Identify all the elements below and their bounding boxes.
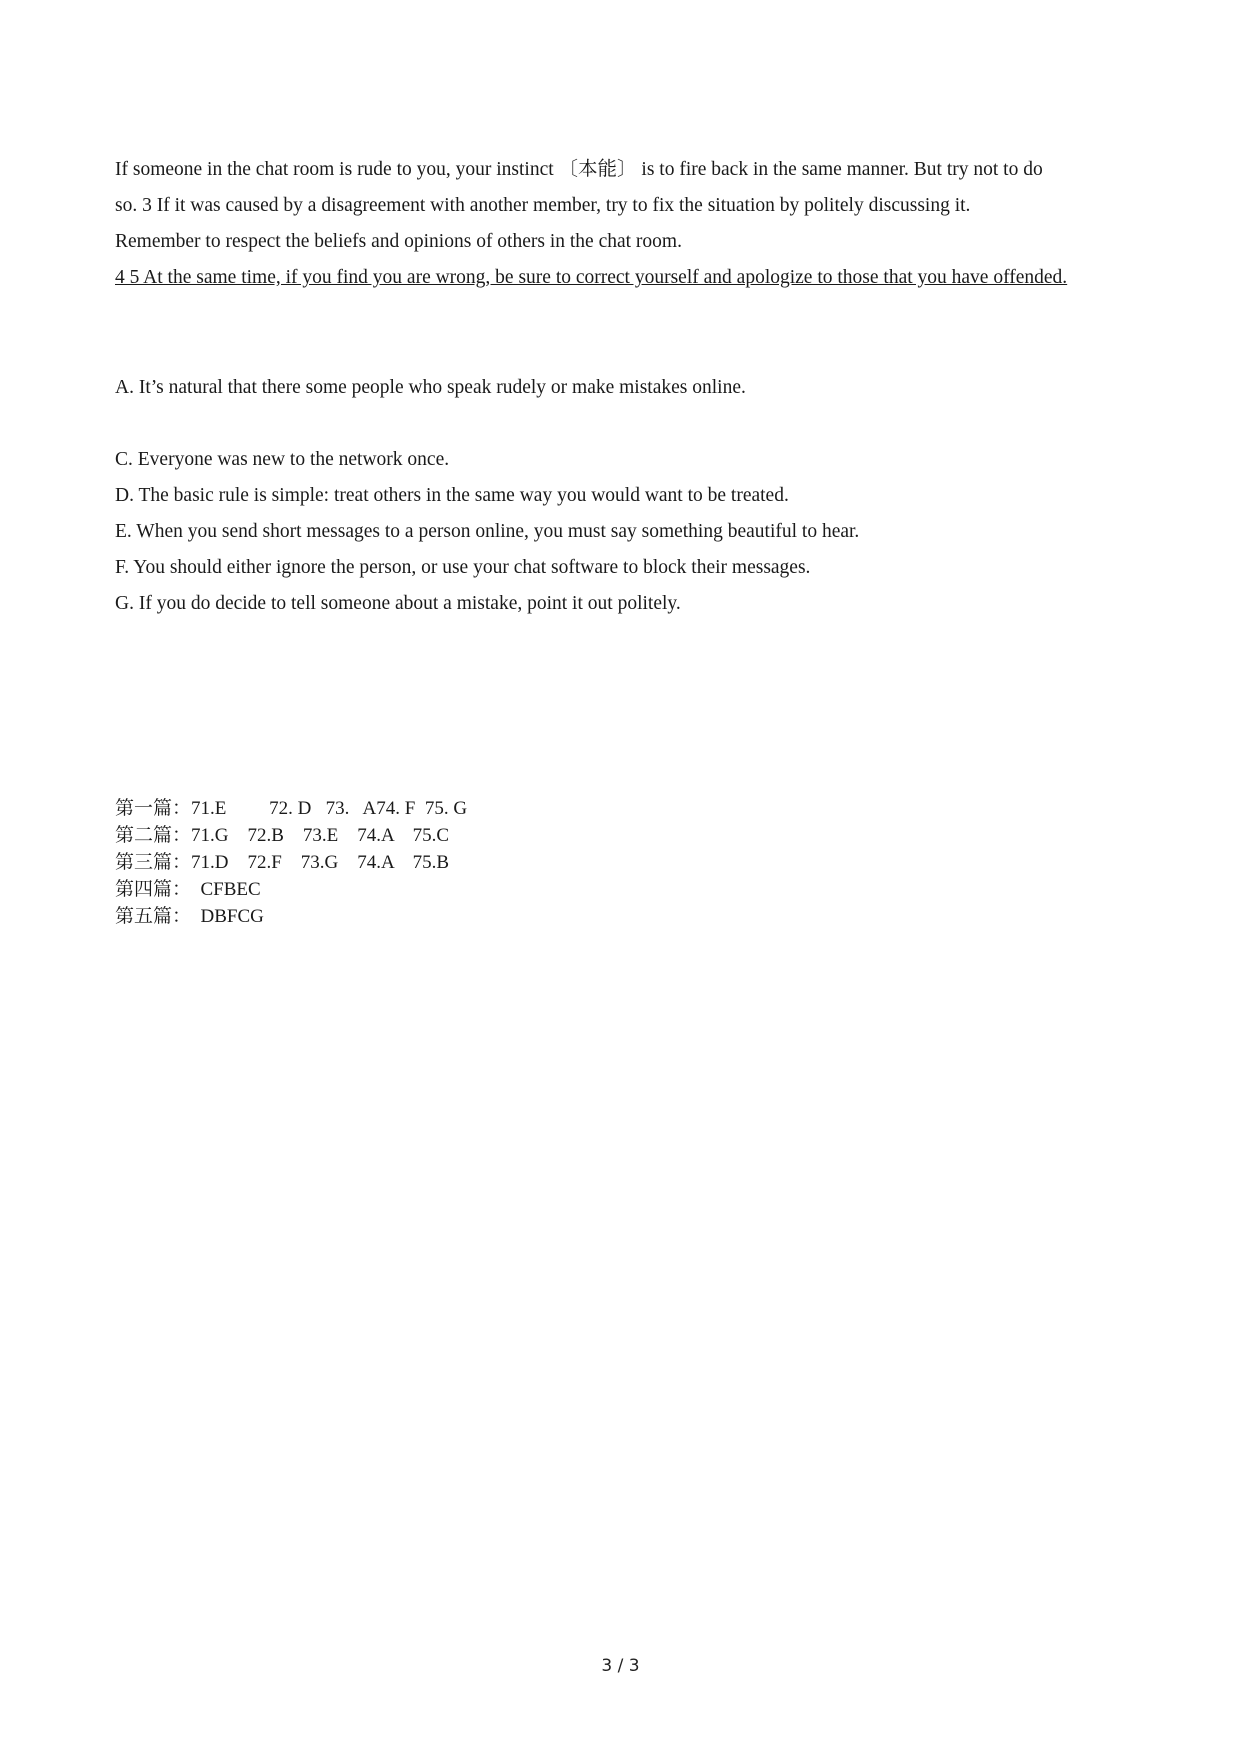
answer-key xyxy=(115,795,467,930)
option-g: G. If you do decide to tell someone about a mistake, point it out politely. xyxy=(115,593,681,614)
answer-row-1: 第一篇：71.E 72. D 73. A74. F 75. G xyxy=(115,798,468,819)
passage-line: If someone in the chat room is rude to you, your instinct 〔本能〕 is to fire back in the same manner. But try not to do xyxy=(115,159,1043,180)
page-number: 3 / 3 xyxy=(601,1656,640,1676)
answer-row-2: 第二篇：71.G 72.B 73.E 74.A 75.C xyxy=(115,825,450,846)
option-d: D. The basic rule is simple: treat others in the same way you would want to be treated. xyxy=(115,485,789,506)
option-f: F. You should either ignore the person, or use your chat software to block their messages. xyxy=(115,557,811,578)
answer-options xyxy=(115,370,1125,622)
passage-underlined-sentence: 4 5 At the same time, if you find you are wrong, be sure to correct yourself and apologize to those that you have offended. xyxy=(115,267,1068,288)
option-a: A. It’s natural that there some people who speak rudely or make mistakes online. xyxy=(115,377,746,398)
passage-line: Remember to respect the beliefs and opinions of others in the chat room. xyxy=(115,231,682,252)
reading-passage xyxy=(115,152,1125,296)
option-e: E. When you send short messages to a person online, you must say something beautiful to hear. xyxy=(115,521,860,542)
answer-row-3: 第三篇：71.D 72.F 73.G 74.A 75.B xyxy=(115,852,450,873)
answer-row-4: 第四篇： CFBEC xyxy=(115,879,261,900)
passage-line: so. 3 If it was caused by a disagreement with another member, try to fix the situation by politely discussing it. xyxy=(115,195,971,216)
option-c: C. Everyone was new to the network once. xyxy=(115,449,450,470)
answer-row-5: 第五篇： DBFCG xyxy=(115,906,264,927)
